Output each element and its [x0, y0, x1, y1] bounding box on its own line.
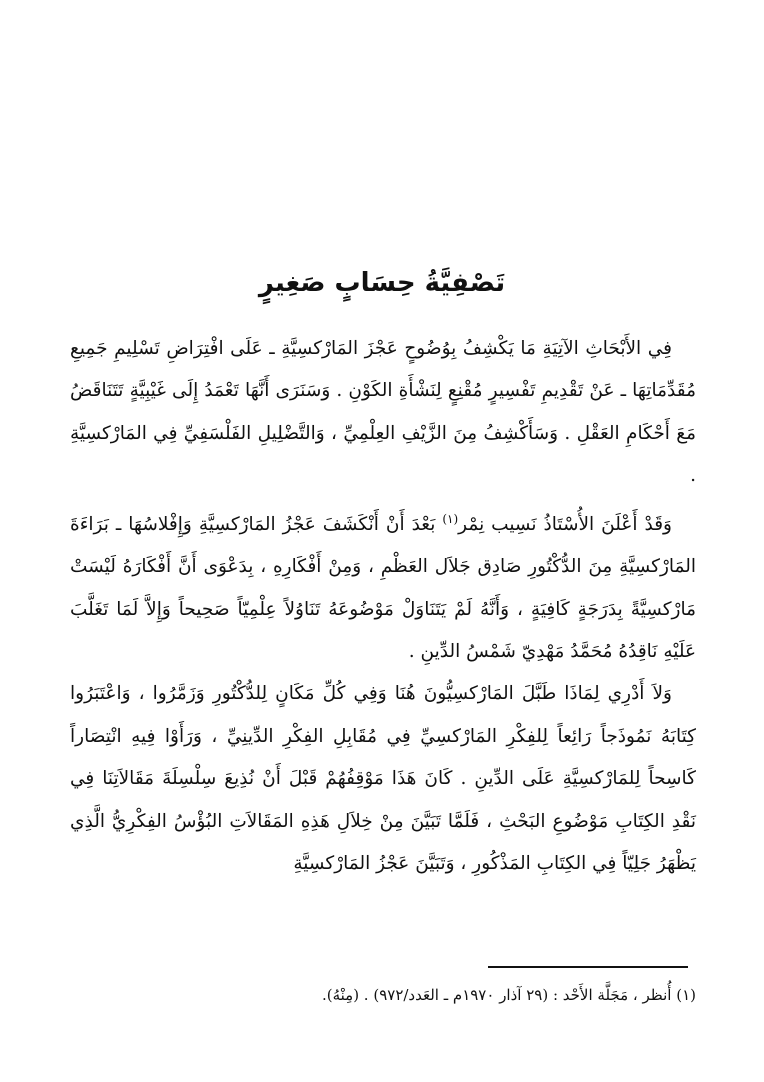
- paragraph-3: [70, 673, 696, 885]
- footnote-marker[interactable]: (١): [442, 511, 459, 526]
- paragraph-2-text-b: بَعْدَ أَنْ أَنْكَشَفَ عَجْزُ المَارْكسِيَّةِ وَإِفْلاسُهَا ـ بَرَاءَةَ المَارْكسِيَّةِ مِنَ الدُّكْتُورِ صَادِق جَلاَل العَظْمِ ، وَمِنْ أَفْكَارِهِ ، بِدَعْوَى أَنَّ أَفْكَارَهُ لَيْسَتْ مَارْكسِيَّةً بِدَرَجَةٍ كَافِيَةٍ ، وَأَنَّهُ لَمْ يَتَنَاوَلْ مَوْضُوعَهُ تَنَاوُلاً عِلْمِيّاً صَحِيحاً وَإِلاَّ لَمَا تَغَلَّبَ عَلَيْهِ نَاقِدُهُ مُحَمَّدُ مَهْدِيّ شَمْسُ الدِّينِ .: [70, 513, 696, 662]
- paragraph-3-text: وَلاَ أَدْرِي لِمَاذَا طَبَّلَ المَارْكسِيُّونَ هُنَا وَفِي كُلِّ مَكَانٍ لِلدُّكْتُورِ وَزَمَّرُوا ، وَاعْتَبَرُوا كِتَابَهُ نَمُوذَجاً رَائِعاً لِلفِكْرِ المَارْكسِيِّ فِي مُقَابِلِ الفِكْرِ الدِّينِيِّ ، وَرَأَوْا فِيهِ انْتِصَاراً كَاسِحاً لِلمَارْكسِيَّةِ عَلَى الدِّينِ . كَانَ هَذَا مَوْقِفُهُمْ قَبْلَ أَنْ نُذِيعَ سِلْسِلَةَ مَقَالاَتِنَا فِي نَقْدِ الكِتَابِ مَوْضُوعِ البَحْثِ ، فَلَمَّا تَبَيَّنَ مِنْ خِلاَلِ هَذِهِ المَقَالاَتِ البُؤْسُ الفِكْرِيُّ الَّذِي يَظْهَرُ جَلِيّاً فِي الكِتَابِ المَذْكُورِ ، وَتَبَيَّنَ عَجْزُ المَارْكسِيَّةِ: [70, 683, 696, 875]
- paragraph-2-text-a: وَقَدْ أَعْلَنَ الأُسْتَاذُ نَسِيب نِمْر: [458, 513, 672, 535]
- footnote-divider: [488, 966, 688, 968]
- footnote: (١) أُنظر ، مَجَلَّة الأَحْد : (٢٩ آذار ١٩٧٠م ـ العَدد/٩٧٢) . (مِنْهُ).: [321, 986, 696, 1004]
- paragraph-2: [70, 498, 696, 674]
- paragraph-1-text: فِي الأَبْحَاثِ الآتِيَةِ مَا يَكْشِفُ بِوُضُوحٍ عَجْزَ المَارْكسِيَّةِ ـ عَلَى افْتِرَاضِ تَسْلِيمِ جَمِيعِ مُقَدِّمَاتِهَا ـ عَنْ تَقْدِيمِ تَفْسِيرٍ مُقْنِعٍ لِنَشْأَةِ الكَوْنِ . وَسَنَرَى أَنَّهَا تَعْمَدُ إِلَى غَيْبِيَّةٍ تَتَنَاقَضُ مَعَ أَحْكَامِ العَقْلِ . وَسَأَكْشِفُ مِنَ الزَّيْفِ العِلْمِيِّ ، وَالتَّضْلِيلِ الفَلْسَفِيِّ فِي المَارْكسِيَّةِ .: [70, 338, 696, 487]
- paragraph-1: [70, 328, 696, 498]
- page-title: تَصْفِيَّةُ حِسَابٍ صَغِيرٍ: [258, 268, 506, 298]
- body-text: [70, 328, 696, 885]
